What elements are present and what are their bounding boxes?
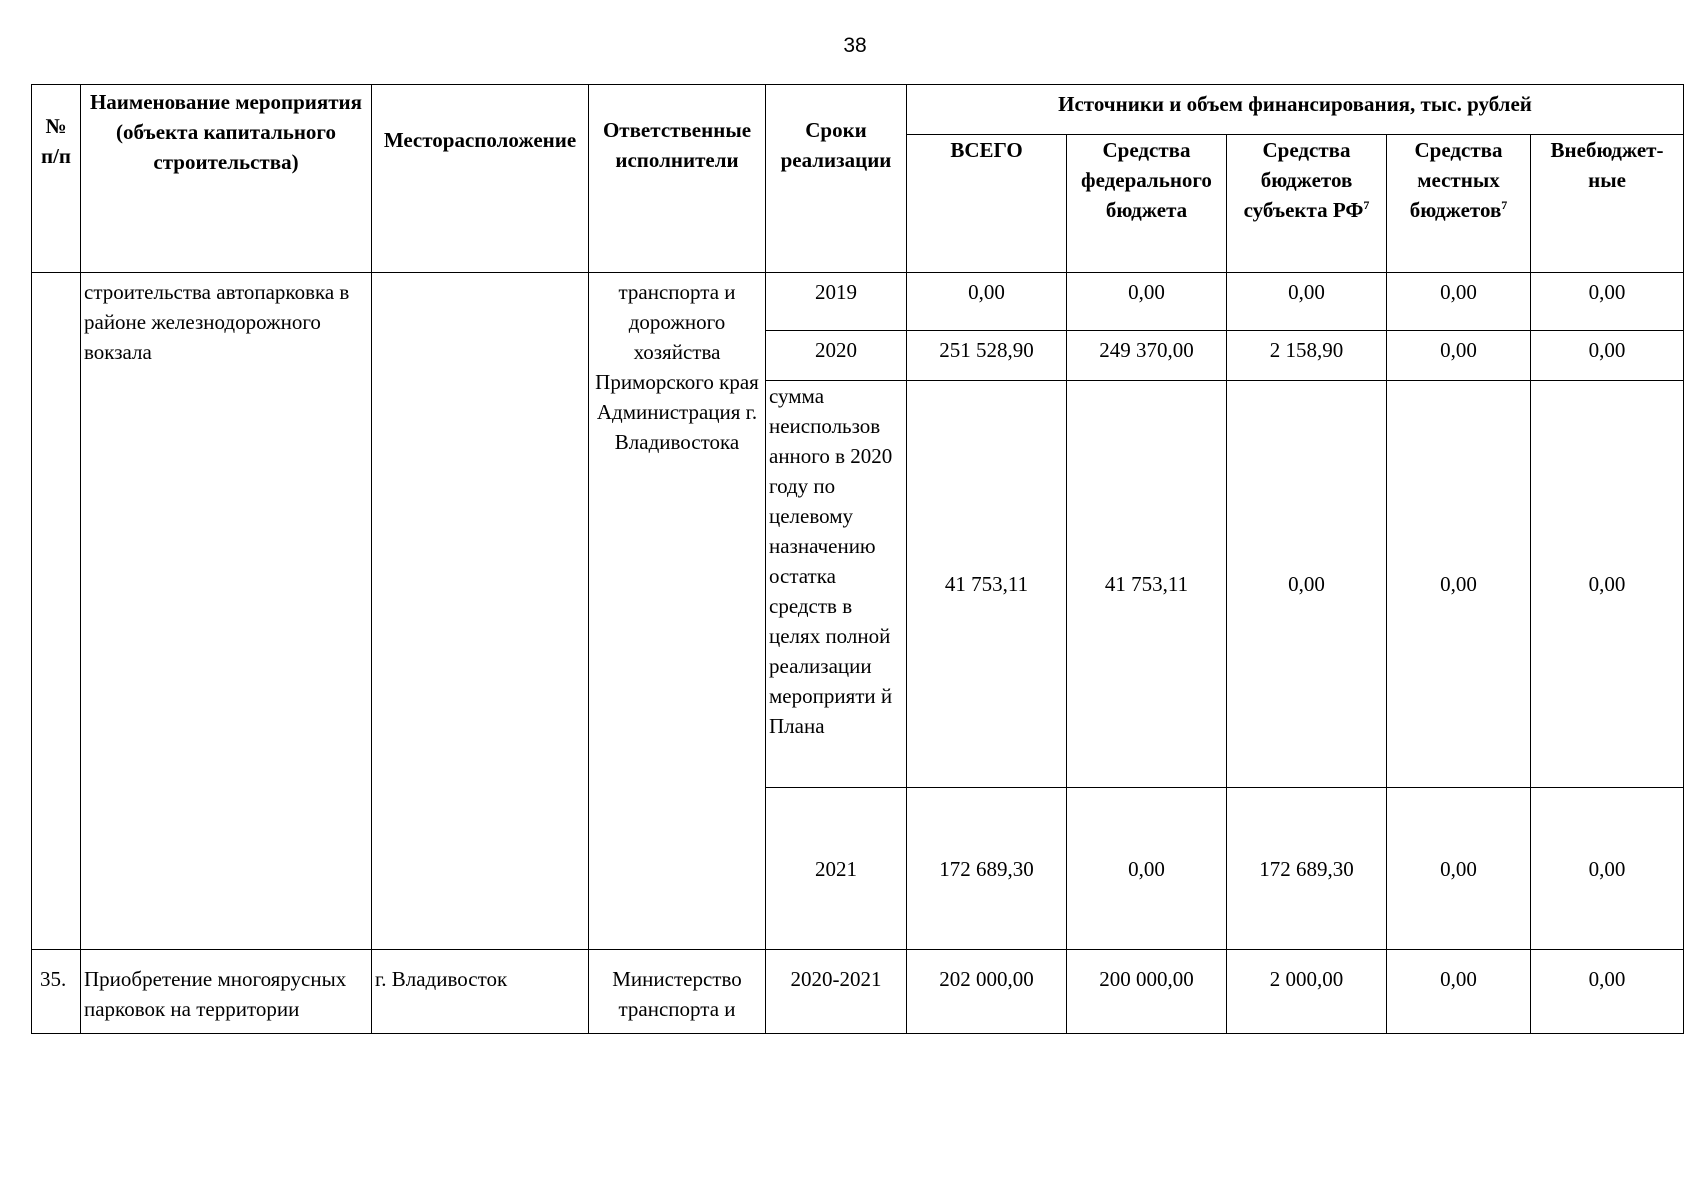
cell-total: 202 000,00: [907, 950, 1067, 1034]
cell-total: 41 753,11: [907, 381, 1067, 788]
header-financing: Источники и объем финансирования, тыс. рублей: [907, 85, 1684, 135]
cell-term-remainder: сумма неиспользов анного в 2020 году по целевому назначению остатка средств в целях полной реализации мероприяти й Плана: [766, 381, 907, 788]
cell-federal: 200 000,00: [1067, 950, 1227, 1034]
table-row-35: [32, 950, 1684, 1034]
header-name: Наименование мероприятия (объекта капитального строительства): [81, 85, 372, 273]
header-total: ВСЕГО: [907, 135, 1067, 273]
cell-num: 35.: [32, 950, 81, 1034]
cell-responsible: Министерство транспорта и: [589, 950, 766, 1034]
cell-extra: 0,00: [1531, 273, 1684, 331]
header-federal: Средства федерального бюджета: [1067, 135, 1227, 273]
cell-extra: 0,00: [1531, 381, 1684, 788]
header-extra: Внебюджет-ные: [1531, 135, 1684, 273]
cell-prev-name: строительства автопарковка в районе железнодорожного вокзала: [81, 273, 372, 950]
page-number: 38: [843, 34, 867, 57]
header-regional-text: Средства бюджетов субъекта РФ: [1243, 138, 1364, 222]
cell-term: 2021: [766, 788, 907, 950]
header-local: [1387, 135, 1531, 273]
cell-federal: 0,00: [1067, 273, 1227, 331]
cell-location: г. Владивосток: [372, 950, 589, 1034]
cell-federal: 41 753,11: [1067, 381, 1227, 788]
cell-name: Приобретение многоярусных парковок на территории: [81, 950, 372, 1034]
header-terms: Сроки реализации: [766, 85, 907, 273]
cell-extra: 0,00: [1531, 950, 1684, 1034]
header-regional-footnote: 7: [1363, 198, 1370, 212]
cell-prev-responsible: транспорта и дорожного хозяйства Приморского края Администрация г. Владивостока: [589, 273, 766, 950]
cell-total: 251 528,90: [907, 331, 1067, 381]
cell-local: 0,00: [1387, 381, 1531, 788]
cell-local: 0,00: [1387, 273, 1531, 331]
financing-table: [31, 84, 1684, 1034]
header-local-text: Средства местных бюджетов: [1409, 138, 1503, 222]
cell-extra: 0,00: [1531, 788, 1684, 950]
cell-local: 0,00: [1387, 950, 1531, 1034]
header-local-footnote: 7: [1501, 198, 1508, 212]
header-regional: [1227, 135, 1387, 273]
header-location: Месторасположение: [372, 85, 589, 273]
cell-local: 0,00: [1387, 331, 1531, 381]
cell-regional: 0,00: [1227, 273, 1387, 331]
cell-federal: 249 370,00: [1067, 331, 1227, 381]
cell-prev-num: [32, 273, 81, 950]
cell-prev-location: [372, 273, 589, 950]
cell-regional: 2 158,90: [1227, 331, 1387, 381]
cell-term: 2020: [766, 331, 907, 381]
cell-regional: 0,00: [1227, 381, 1387, 788]
cell-term: 2020-2021: [766, 950, 907, 1034]
header-responsible: Ответственные исполнители: [589, 85, 766, 273]
cell-term: 2019: [766, 273, 907, 331]
table-header-row-1: [32, 85, 1684, 135]
cell-regional: 2 000,00: [1227, 950, 1387, 1034]
cell-total: 0,00: [907, 273, 1067, 331]
cell-federal: 0,00: [1067, 788, 1227, 950]
cell-local: 0,00: [1387, 788, 1531, 950]
cell-extra: 0,00: [1531, 331, 1684, 381]
cell-regional: 172 689,30: [1227, 788, 1387, 950]
header-num: № п/п: [32, 85, 81, 273]
cell-total: 172 689,30: [907, 788, 1067, 950]
table-row-2019: [32, 273, 1684, 331]
